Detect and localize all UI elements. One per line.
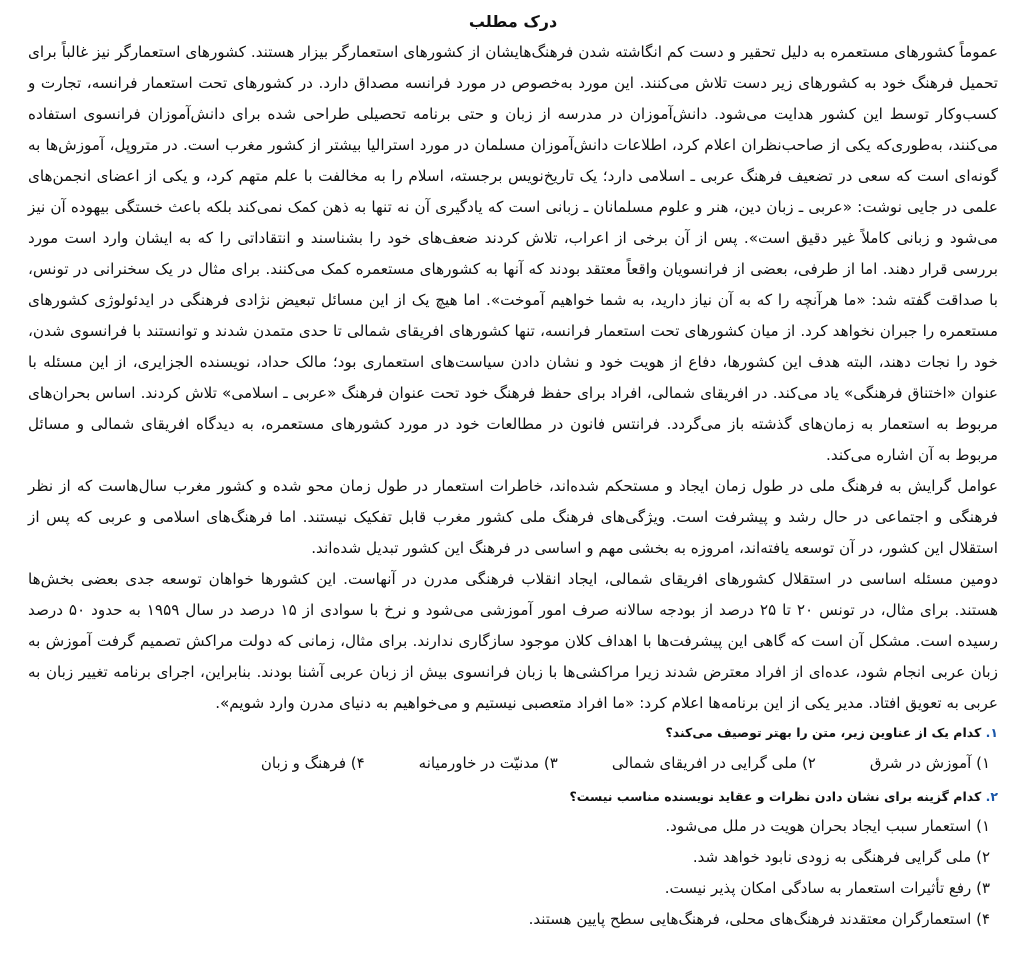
option-3[interactable]: ۳) رفع تأثیرات استعمار به سادگی امکان پذیر نیست.	[664, 879, 990, 897]
question-number: ۱	[990, 725, 998, 740]
passage-paragraph-1: عموماً کشورهای مستعمره به دلیل تحقیر و دست کم انگاشته شدن فرهنگ‌هایشان از کشورهای استعمارگر بیزار هستند. کشورهای استعمارگر نیز غالباً برای تحمیل فرهنگ خود به کشورهای زیر دست تلاش می‌کنند. این مورد به‌خصوص در مورد فرانسه مصداق دارد. در کشورهای تحت استعمار فرانسه، تجارت و کسب‌وکار توسط این کشور هدایت می‌شود. دانش‌آموزان در مدرسه از زبان و حتی برنامه تحصیلی طراحی شده برای دانش‌آموزان فرانسوی استفاده می‌کنند، به‌طوری‌که یکی از صاحب‌نظران اعلام کرد، اطلاعات دانش‌آموزان مسلمان در مورد استرالیا بیشتر از کشور مغرب است. در متروپل، آموزش‌ها به گونه‌ای است که سعی در تضعیف فرهنگ عربی ـ اسلامی دارد؛ یک تاریخ‌نویس برجسته، اسلام را به مخالفت با علم متهم کرد، و یکی از اعضای انجمن‌های علمی در جایی نوشت: «عربی ـ زبان دین، هنر و علوم مسلمانان ـ زبانی است که یادگیری آن نه تنها به ذهن کمک نمی‌کند بلکه باعث خستگی بیهوده آن نیز می‌شود و زبانی کاملاً غیر دقیق است». پس از آن برخی از اعراب، تلاش کردند ضعف‌های خود را بشناسند و انتقاداتی را که به ایشان وارد است مورد بررسی قرار دهند. اما از طرفی، بعضی از فرانسویان واقعاً معتقد بودند که آنها به کشورهای مستعمره کمک می‌کنند. برای مثال در یک سخنرانی در تونس، با صداقت گفته شد: «ما هرآنچه را که به آن نیاز دارید، به شما خواهیم آموخت». اما هیچ یک از این مسائل تبعیض نژادی فرهنگی در ایدئولوژی کشورهای مستعمره را جبران نخواهد کرد. از میان کشورهای تحت استعمار فرانسه، تنها کشورهای افریقای شمالی تا حدی متمدن شدند و توانستند با فرانسوی شدن، خود را نجات دهند، البته هدف این کشورها، دفاع از هویت خود و نشان دادن سیاست‌های استعماری بود؛ مالک حداد، نویسنده الجزایری، از این مسئله با عنوان «اختناق فرهنگی» یاد می‌کند. در افریقای شمالی، افراد برای حفظ فرهنگ خود تحت عنوان فرهنگ «عربی ـ اسلامی» تلاش کردند. اساس بحران‌های مربوط به استعمار به زمان‌های گذشته باز می‌گردد. فرانتس فانون در مطالعات خود در مورد کشورهای مستعمره، به دیدگاه افریقای شمالی و مسائل مربوط به آن اشاره می‌کند.	[28, 43, 998, 464]
passage-paragraph-3: دومین مسئله اساسی در استقلال کشورهای افریقای شمالی، ایجاد انقلاب فرهنگی مدرن در آنهاست. این کشورها خواهان توسعه جدی بعضی بخش‌ها هستند. برای مثال، در تونس ۲۰ تا ۲۵ درصد از بودجه سالانه صرف امور آموزشی می‌شود و نرخ با سوادی از ۱۵ درصد در سال ۱۹۵۹ به حدود ۵۰ درصد رسیده است. مشکل آن است که گاهی این پیشرفت‌ها با اهداف کلان موجود سازگاری ندارند. برای مثال، زمانی که دولت مراکش تصمیم گرفت آموزش به زبان عربی انجام شود، عده‌ای از افراد معترض شدند زیرا مراکشی‌ها با زبان فرانسوی بیش از زبان عربی آشنا بودند. بنابراین، اجرای برنامه تغییر زبان به عربی به تعویق افتاد. مدیر یکی از این برنامه‌ها اعلام کرد: «ما افراد متعصبی نیستیم و می‌خواهیم به دنیای مدرن وارد شویم».	[28, 570, 999, 712]
passage-paragraph-2: عوامل گرایش به فرهنگ ملی در طول زمان ایجاد و مستحکم شده‌اند، خاطرات استعمار در طول زمان محو شده و کشور مغرب سال‌هاست که از نظر فرهنگی و اجتماعی در حال رشد و پیشرفت است. ویژگی‌های فرهنگ ملی کشور مغرب قابل تفکیک نیستند. اما فرهنگ‌های اسلامی و عربی که پس از استقلال این کشور، در آن توسعه یافته‌اند، امروزه به بخشی مهم و اساسی در فرهنگ این کشور تبدیل شده‌اند.	[28, 477, 998, 557]
question-options	[28, 811, 998, 935]
option-1[interactable]: ۱) استعمار سبب ایجاد بحران هویت در ملل می‌شود.	[665, 817, 990, 835]
passage	[28, 37, 998, 719]
option-1[interactable]: ۱) آموزش در شرق	[869, 754, 990, 772]
question-text: کدام یک از عناوین زیر، متن را بهتر توصیف می‌کند؟	[665, 725, 982, 740]
option-2[interactable]: ۲) ملی گرایی فرهنگی به زودی نابود خواهد شد.	[692, 848, 990, 866]
question-2: ۲. کدام گزینه برای نشان دادن نظرات و عقاید نویسنده مناسب نیست؟ ۱) استعمار سبب ایجاد بحران هویت در ملل می‌شود. ۲) ملی گرایی فرهنگی به زودی نابود خواهد شد. ۳) رفع تأثیرات استعمار به سادگی امکان پذیر نیست. ۴) استعمارگران معتقدند فرهنگ‌های محلی، فرهنگ‌هایی سطح پایین هستند.	[28, 787, 998, 935]
option-2[interactable]: ۲) ملی گرایی در افریقای شمالی	[611, 754, 816, 772]
document-page	[28, 12, 998, 935]
page-title: درک مطلب	[468, 12, 558, 31]
question-number: ۲	[990, 789, 998, 804]
question-1: ۱. کدام یک از عناوین زیر، متن را بهتر توصیف می‌کند؟ ۱) آموزش در شرق ۲) ملی گرایی در افریقای شمالی ۳) مدنیّت در خاورمیانه ۴) فرهنگ و زبان	[28, 723, 998, 783]
option-4[interactable]: ۴) فرهنگ و زبان	[260, 754, 365, 772]
option-4[interactable]: ۴) استعمارگران معتقدند فرهنگ‌های محلی، فرهنگ‌هایی سطح پایین هستند.	[528, 910, 990, 928]
question-text: کدام گزینه برای نشان دادن نظرات و عقاید نویسنده مناسب نیست؟	[569, 789, 982, 804]
option-3[interactable]: ۳) مدنیّت در خاورمیانه	[418, 754, 558, 772]
question-options	[28, 743, 998, 783]
